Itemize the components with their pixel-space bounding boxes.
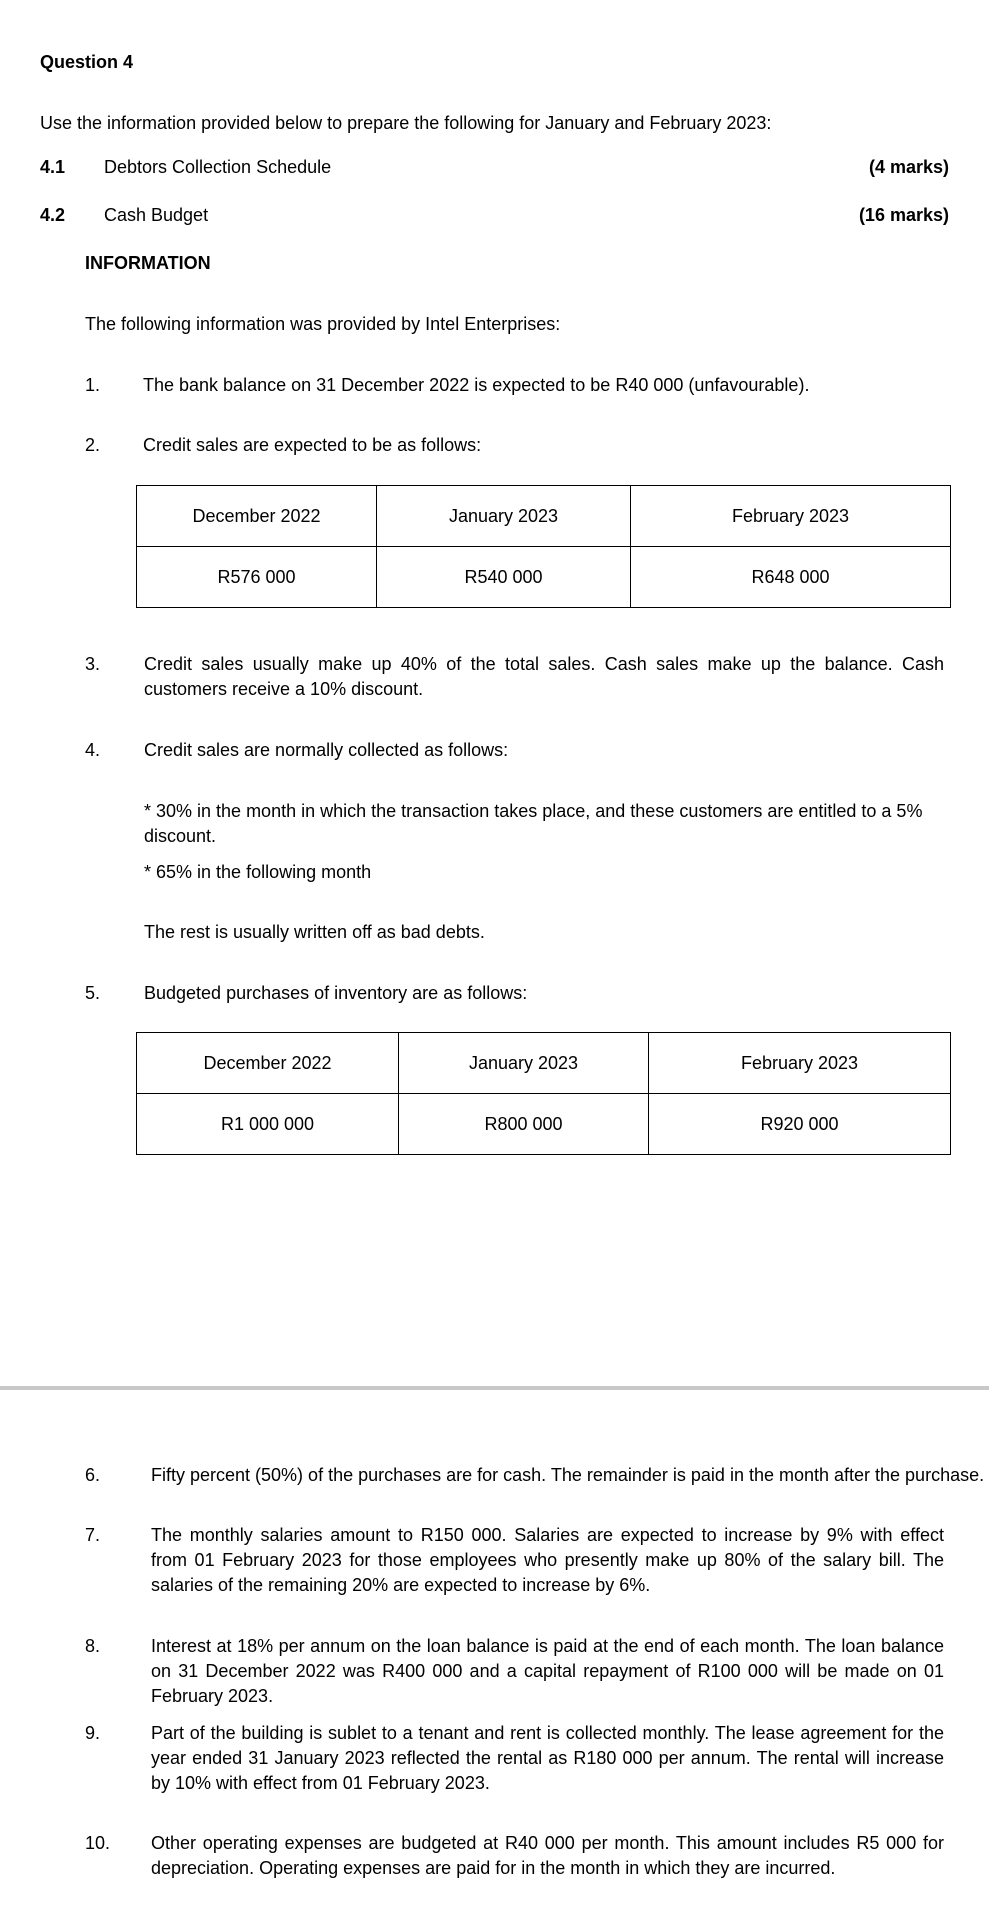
table-header-cell: January 2023 [377, 486, 631, 547]
table-header-cell: December 2022 [137, 486, 377, 547]
part-number: 4.2 [40, 205, 66, 225]
page-divider [0, 1386, 989, 1390]
part-number: 4.1 [40, 157, 66, 177]
item-number: 7. [85, 1525, 101, 1545]
collection-bullet: * 30% in the month in which the transaction takes place, and these customers are entitled to a 5% discount. [144, 801, 923, 846]
table-header-row [137, 486, 951, 547]
item-text: Other operating expenses are budgeted at R40 000 per month. This amount includes R5 000 for depreciation. Operating expenses are paid for in the month in which they are incurred. [151, 1833, 944, 1878]
item-text: Budgeted purchases of inventory are as follows: [144, 983, 528, 1003]
item-text: The monthly salaries amount to R150 000. Salaries are expected to increase by 9% with effect from 01 February 2023 for those employees who presently make up 80% of the salary bill. The salaries of the remaining 20% are expected to increase by 6%. [151, 1525, 944, 1595]
item-number: 6. [85, 1465, 101, 1485]
table-header-cell: December 2022 [137, 1033, 399, 1094]
item-text: Credit sales are expected to be as follows: [143, 435, 482, 455]
collection-note: The rest is usually written off as bad debts. [144, 922, 485, 942]
part-marks: (16 marks) [858, 205, 949, 225]
table-cell: R540 000 [377, 547, 631, 608]
part-marks: (4 marks) [868, 157, 949, 177]
table-cell: R800 000 [399, 1094, 649, 1155]
item-number: 8. [85, 1636, 101, 1656]
item-text: Part of the building is sublet to a tenant and rent is collected monthly. The lease agreement for the year ended 31 January 2023 reflected the rental as R180 000 per annum. The rental will increase by 10% with effect from 01 February 2023. [151, 1723, 944, 1793]
item-number: 1. [85, 375, 101, 395]
item-text: The bank balance on 31 December 2022 is expected to be R40 000 (unfavourable). [143, 375, 810, 395]
table-row [137, 1094, 951, 1155]
table-header-cell: February 2023 [631, 486, 951, 547]
table-header-cell: January 2023 [399, 1033, 649, 1094]
part-label: Debtors Collection Schedule [104, 157, 332, 177]
collection-bullet: * 65% in the following month [144, 862, 372, 882]
information-heading: INFORMATION [85, 253, 211, 273]
table-header-row [137, 1033, 951, 1094]
item-text: Credit sales are normally collected as follows: [144, 740, 509, 760]
item-number: 5. [85, 983, 101, 1003]
item-number: 3. [85, 654, 101, 674]
item-number: 4. [85, 740, 101, 760]
purchases-table [136, 1032, 951, 1155]
table-cell: R1 000 000 [137, 1094, 399, 1155]
table-cell: R576 000 [137, 547, 377, 608]
item-text: Credit sales usually make up 40% of the total sales. Cash sales make up the balance. Cash customers receive a 10% discount. [144, 654, 944, 699]
part-label: Cash Budget [104, 205, 209, 225]
item-text: Interest at 18% per annum on the loan balance is paid at the end of each month. The loan balance on 31 December 2022 was R400 000 and a capital repayment of R100 000 will be made on 01 February 2023. [151, 1636, 944, 1706]
table-cell: R648 000 [631, 547, 951, 608]
table-header-cell: February 2023 [649, 1033, 951, 1094]
table-row [137, 547, 951, 608]
intro-text: Use the information provided below to prepare the following for January and February 2023: [40, 113, 772, 133]
table-cell: R920 000 [649, 1094, 951, 1155]
info-intro: The following information was provided by Intel Enterprises: [85, 314, 561, 334]
item-number: 10. [85, 1833, 111, 1853]
item-number: 2. [85, 435, 101, 455]
item-text: Fifty percent (50%) of the purchases are for cash. The remainder is paid in the month after the purchase. [151, 1465, 985, 1485]
item-number: 9. [85, 1723, 101, 1743]
credit-sales-table [136, 485, 951, 608]
question-title: Question 4 [40, 52, 134, 72]
